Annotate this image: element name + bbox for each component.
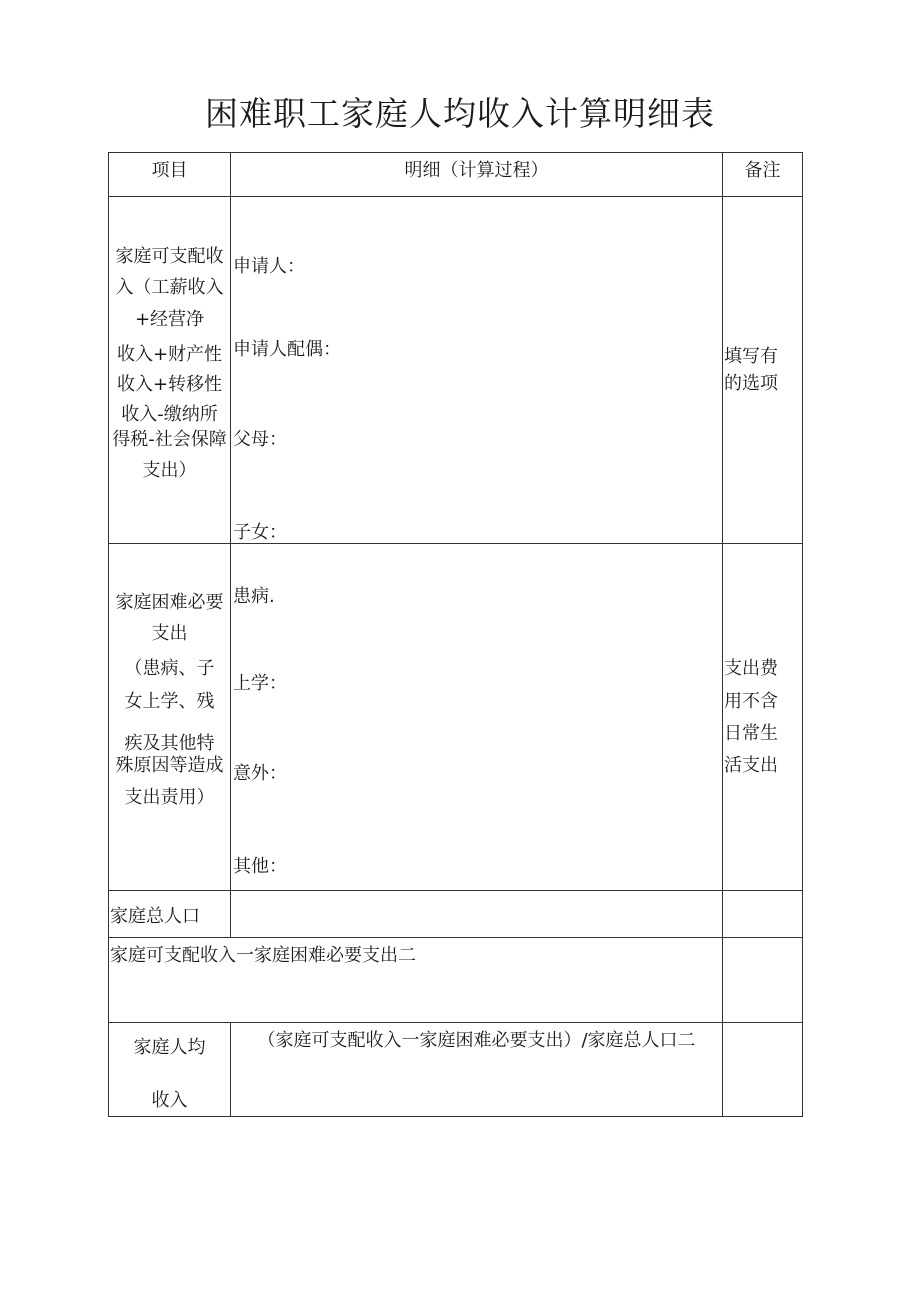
income-label-line: 得税-社会保障 (112, 429, 227, 450)
income-note-line: 填写有 (724, 346, 778, 367)
header-detail: 明细（计算过程） (404, 160, 549, 181)
expense-note-line: 支出费 (724, 658, 778, 679)
expense-label-line: （患病、子 (124, 658, 215, 679)
income-label-line: 支出） (142, 460, 197, 481)
income-detail-children: 子女： (233, 522, 287, 543)
expense-note-line: 日常生 (724, 723, 778, 744)
table-border-bottom (108, 1116, 803, 1117)
page-title: 困难职工家庭人均收入计算明细表 (205, 94, 715, 133)
expense-detail-schooling: 上学： (233, 673, 287, 694)
expense-detail-other: 其他： (233, 856, 287, 877)
income-note-line: 的选项 (724, 373, 778, 394)
per-capita-formula: （家庭可支配收入一家庭困难必要支出）/家庭总人口二 (257, 1030, 696, 1051)
expense-label-line: 殊原因等造成 (115, 755, 224, 776)
income-label-line: +经营净 (134, 309, 205, 330)
row-divider-difference (108, 1022, 803, 1023)
per-capita-label-line: 家庭人均 (133, 1037, 206, 1058)
expense-label-line: 支出 (151, 623, 188, 644)
expense-label-line: 疾及其他特 (124, 733, 215, 754)
income-detail-applicant: 申请人： (233, 256, 305, 277)
expense-detail-illness: 患病. (233, 586, 275, 607)
expense-note-line: 用不含 (724, 691, 778, 712)
difference-formula: 家庭可支配收入一家庭困难必要支出二 (110, 945, 416, 966)
table-border-top (108, 152, 803, 153)
income-label-line: 家庭可支配收 (115, 246, 224, 267)
table-divider-col1 (230, 152, 231, 938)
income-label-line: 收入+财产性 (116, 344, 223, 365)
income-label-line: 收入+转移性 (116, 374, 223, 395)
population-label: 家庭总人口 (110, 906, 200, 927)
header-note: 备注 (744, 160, 781, 181)
income-detail-parents: 父母： (233, 429, 287, 450)
income-detail-spouse: 申请人配偶： (233, 339, 341, 360)
income-label-line: 入（工薪收入 (115, 277, 224, 298)
expense-detail-accident: 意外： (233, 763, 287, 784)
expense-label-line: 家庭困难必要 (115, 592, 224, 613)
row-divider-population (108, 937, 803, 938)
table-divider-col2 (722, 152, 723, 1117)
table-border-right (802, 152, 803, 1117)
income-label-line: 收入-缴纳所 (121, 404, 218, 425)
row-divider-income (108, 543, 803, 544)
expense-note-line: 活支出 (724, 755, 778, 776)
row-divider-header (108, 196, 803, 197)
row-divider-expense (108, 890, 803, 891)
expense-label-line: 支出责用） (124, 787, 215, 808)
header-item: 项目 (151, 160, 188, 181)
per-capita-label-line: 收入 (151, 1090, 188, 1111)
expense-label-line: 女上学、残 (124, 691, 215, 712)
